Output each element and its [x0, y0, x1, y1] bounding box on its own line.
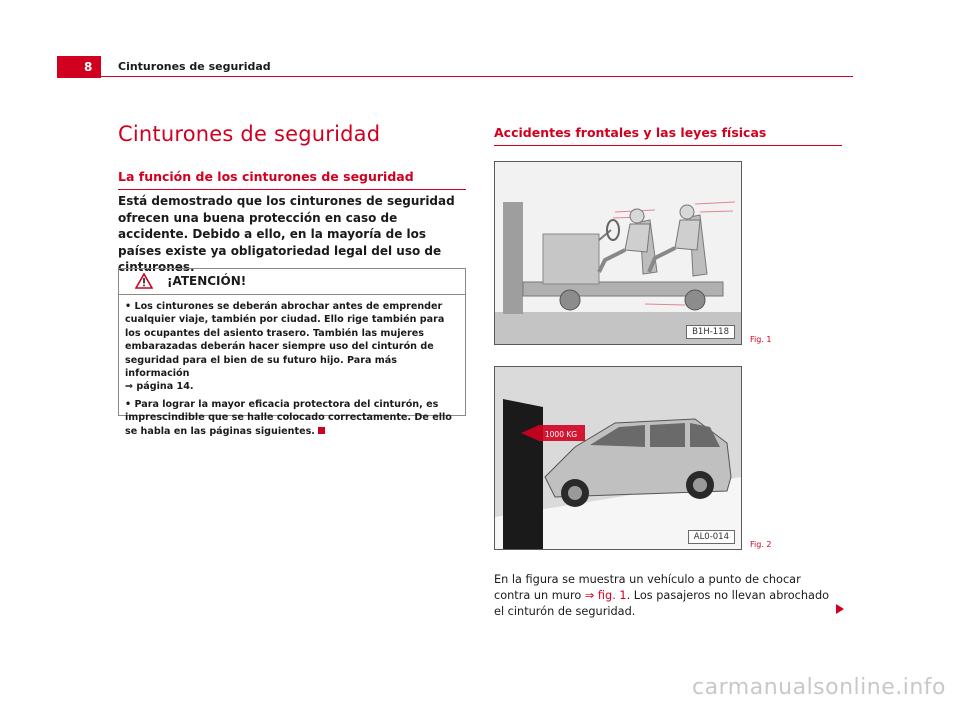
warning-title: ¡ATENCIÓN! — [167, 274, 247, 288]
warning-body — [119, 295, 465, 438]
figure-2-label: Fig. 2 — [750, 540, 772, 549]
figure-2-illustration — [494, 366, 742, 550]
vehicle-occupants-illustration — [495, 162, 741, 344]
figure-1-label: Fig. 1 — [750, 335, 772, 344]
figure-description-paragraph — [494, 572, 834, 620]
warning-item-2 — [125, 398, 459, 438]
page-reference-link[interactable]: ⇒ página 14. — [125, 381, 194, 393]
section-title-frontal-accidents: Accidentes frontales y las leyes físicas — [494, 125, 842, 146]
intro-paragraph: Está demostrado que los cinturones de seguridad ofrecen una buena protección en caso de accidente. Debido a ello, en la mayoría de los países existe ya obligatoriedad legal del uso de cinturones. — [118, 194, 455, 274]
body-text-part-1: En la figura se muestra un vehículo a punto de chocar contra un muro — [494, 573, 801, 602]
car-crash-wall-illustration — [495, 367, 741, 549]
warning-item-1 — [125, 300, 459, 394]
figure-1-code: B1H-118 — [686, 325, 735, 339]
section-title-function: La función de los cinturones de seguridad — [118, 169, 466, 190]
running-header-title: Cinturones de seguridad — [118, 60, 271, 73]
continue-arrow-icon — [836, 604, 844, 614]
page-number: 8 — [57, 56, 101, 78]
end-of-section-marker — [318, 427, 325, 434]
figure-1-reference-link[interactable]: ⇒ fig. 1 — [584, 589, 627, 602]
figure-2-code: AL0-014 — [688, 530, 735, 544]
header-rule — [101, 76, 853, 77]
warning-header — [119, 269, 465, 295]
warning-item-1-text: • Los cinturones se deberán abrochar antes de emprender cualquier viaje, también por ciudad. Ello rige también para los ocupantes del asiento trasero. También las mujeres embarazadas deberán hacer siempre uso del cinturón de seguridad para el bien de su futuro hijo. Para más información — [125, 301, 445, 380]
weight-tag-label: 1000 KG — [544, 430, 578, 439]
page-title: Cinturones de seguridad — [118, 122, 381, 146]
body-text-part-2: . Los pasajeros no llevan abrochado el cinturón de seguridad. — [494, 589, 830, 618]
warning-item-2-text: • Para lograr la mayor eficacia protectora del cinturón, es imprescindible que se halle colocado correctamente. De ello se habla en las páginas siguientes. — [125, 398, 452, 437]
figure-1-illustration — [494, 161, 742, 345]
warning-triangle-icon — [135, 273, 153, 289]
warning-box — [118, 268, 466, 437]
watermark: carmanualsonline.info — [692, 675, 946, 700]
